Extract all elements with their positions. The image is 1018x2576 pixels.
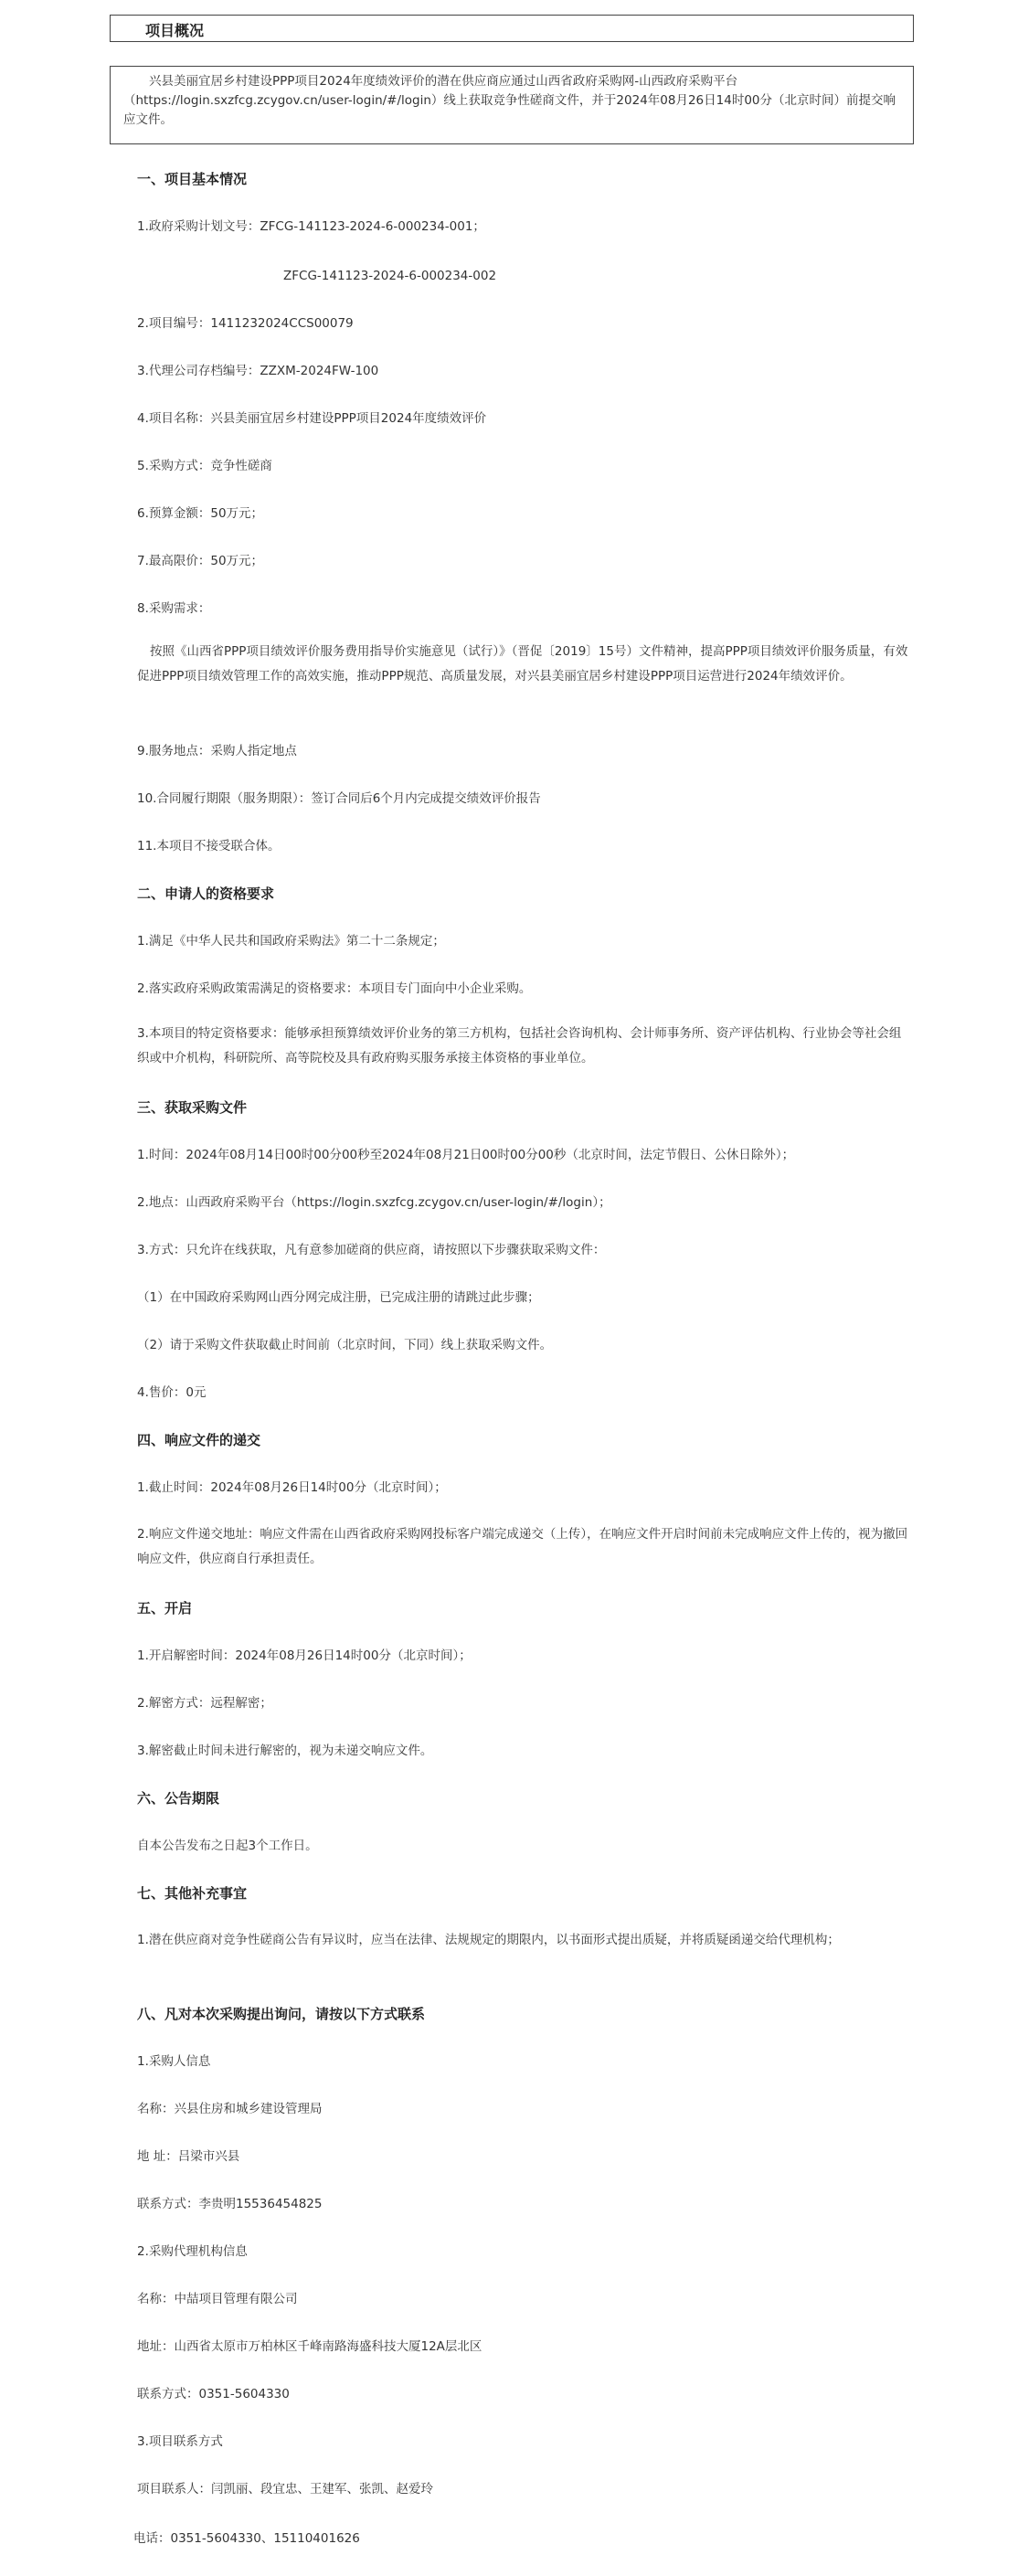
consortium-note: 11.本项目不接受联合体。 [137, 839, 281, 853]
obtain-step-1: （1）在中国政府采购网山西分网完成注册，已完成注册的请跳过此步骤； [137, 1290, 540, 1305]
project-contact-people: 项目联系人：闫凯丽、段宜忠、王建军、张凯、赵爱玲 [137, 2482, 433, 2496]
agency-address: 地址：山西省太原市万柏林区千峰南路海盛科技大厦12A层北区 [137, 2339, 482, 2354]
section-contact-title: 八、凡对本次采购提出询问，请按以下方式联系 [137, 2006, 426, 2022]
section-qualification-title: 二、申请人的资格要求 [137, 885, 275, 902]
submission-deadline: 1.截止时间：2024年08月26日14时00分（北京时间）； [137, 1480, 447, 1495]
qualification-2: 2.落实政府采购政策需满足的资格要求：本项目专门面向中小企业采购。 [137, 981, 532, 996]
notice-period-text: 自本公告发布之日起3个工作日。 [137, 1839, 318, 1853]
max-price: 7.最高限价：50万元； [137, 554, 264, 568]
plan-number-1: 1.政府采购计划文号：ZFCG-141123-2024-6-000234-001； [137, 219, 485, 234]
section-basic-info-title: 一、项目基本情况 [137, 171, 248, 187]
budget-amount: 6.预算金额：50万元； [137, 506, 264, 521]
service-period: 10.合同履行期限（服务期限）：签订合同后6个月内完成提交绩效评价报告 [137, 791, 541, 806]
obtain-way: 3.方式：只允许在线获取，凡有意参加磋商的供应商，请按照以下步骤获取采购文件： [137, 1243, 606, 1257]
obtain-time: 1.时间：2024年08月14日00时00分00秒至2024年08月21日00时00分00秒（北京时间，法定节假日、公休日除外）； [137, 1148, 795, 1162]
obtain-step-2: （2）请于采购文件获取截止时间前（北京时间，下同）线上获取采购文件。 [137, 1338, 553, 1352]
submission-address: 2.响应文件递交地址：响应文件需在山西省政府采购网投标客户端完成递交（上传），在响应文件开启时间前未完成响应文件上传的，视为撤回响应文件，供应商自行承担责任。 [137, 1527, 908, 1566]
overview-notice: 兴县美丽宜居乡村建设PPP项目2024年度绩效评价的潜在供应商应通过山西省政府采购网-山西政府采购平台（https://login.sxzfcg.zcygov.cn/user-login/#/login）线上获取竞争性磋商文件，并于2024年08月26日14时00分（北京时间）前提交响应文件。 [110, 66, 914, 144]
decrypt-note: 3.解密截止时间未进行解密的，视为未递交响应文件。 [137, 1744, 433, 1758]
section-submission-title: 四、响应文件的递交 [137, 1432, 261, 1448]
agency-archive-number: 3.代理公司存档编号：ZZXM-2024FW-100 [137, 364, 379, 378]
section-other-title: 七、其他补充事宜 [137, 1885, 248, 1902]
buyer-contact: 联系方式：李贵明15536454825 [137, 2197, 323, 2211]
procurement-method: 5.采购方式：竞争性磋商 [137, 459, 272, 473]
plan-number-2: ZFCG-141123-2024-6-000234-002 [283, 269, 497, 283]
service-location: 9.服务地点：采购人指定地点 [137, 744, 297, 758]
demand-text: 按照《山西省PPP项目绩效评价服务费用指导价实施意见（试行）》（晋促〔2019〕15号）文件精神，提高PPP项目绩效评价服务质量，有效促进PPP项目绩效管理工作的高效实施，推动PPP规范、高质量发展，对兴县美丽宜居乡村建设PPP项目运营进行2024年绩效评价。 [137, 644, 908, 684]
section-notice-period-title: 六、公告期限 [137, 1790, 220, 1807]
buyer-name: 名称：兴县住房和城乡建设管理局 [137, 2102, 323, 2116]
document-price: 4.售价：0元 [137, 1385, 207, 1400]
agency-contact: 联系方式：0351-5604330 [137, 2387, 290, 2401]
section-obtain-docs-title: 三、获取采购文件 [137, 1099, 248, 1116]
obtain-place: 2.地点：山西政府采购平台（https://login.sxzfcg.zcygov.cn/user-login/#/login）； [137, 1195, 611, 1210]
qualification-1: 1.满足《中华人民共和国政府采购法》第二十二条规定； [137, 934, 445, 949]
demand-label: 8.采购需求： [137, 601, 211, 616]
buyer-info-label: 1.采购人信息 [137, 2054, 211, 2069]
buyer-address: 地 址：吕梁市兴县 [137, 2149, 240, 2164]
decrypt-method: 2.解密方式：远程解密； [137, 1696, 272, 1711]
other-matters-text: 1.潜在供应商对竞争性磋商公告有异议时，应当在法律、法规规定的期限内，以书面形式提出质疑，并将质疑函递交给代理机构； [137, 1933, 840, 1947]
project-contact-phone: 电话：0351-5604330、15110401626 [133, 2531, 360, 2546]
overview-title: 项目概况 [110, 15, 914, 42]
project-number: 2.项目编号：1411232024CCS00079 [137, 316, 354, 331]
section-opening-title: 五、开启 [137, 1600, 193, 1617]
decrypt-time: 1.开启解密时间：2024年08月26日14时00分（北京时间）； [137, 1648, 472, 1663]
qualification-3: 3.本项目的特定资格要求：能够承担预算绩效评价业务的第三方机构，包括社会咨询机构、会计师事务所、资产评估机构、行业协会等社会组织或中介机构，科研院所、高等院校及具有政府购买服务承接主体资格的事业单位。 [137, 1026, 902, 1065]
project-contact-label: 3.项目联系方式 [137, 2434, 223, 2449]
project-name: 4.项目名称：兴县美丽宜居乡村建设PPP项目2024年度绩效评价 [137, 411, 487, 426]
agency-info-label: 2.采购代理机构信息 [137, 2244, 248, 2259]
agency-name: 名称：中喆项目管理有限公司 [137, 2292, 298, 2306]
